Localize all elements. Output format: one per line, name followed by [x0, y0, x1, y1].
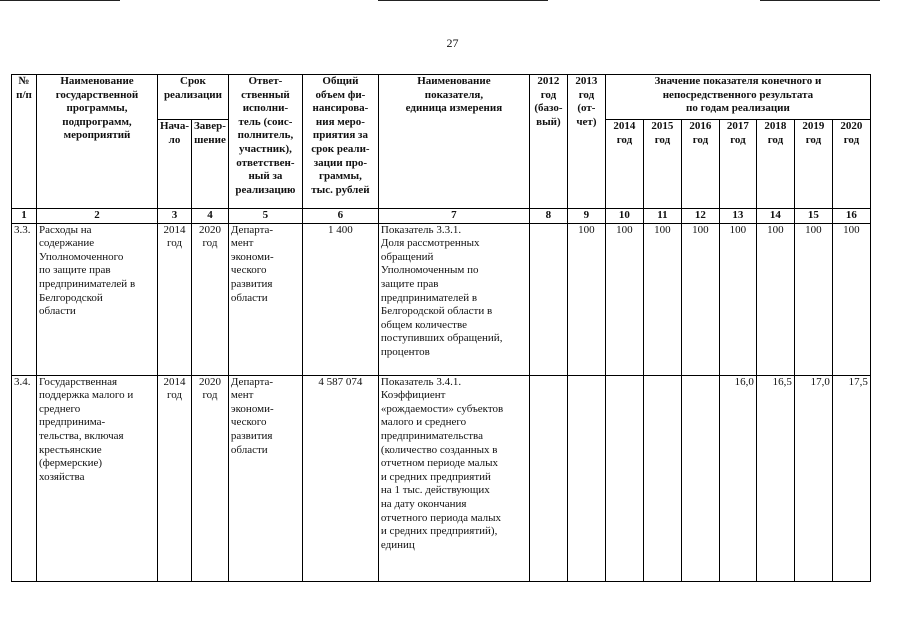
- row-value-2016: [681, 375, 719, 581]
- header-term-end: Завер- шение: [192, 120, 229, 209]
- page-number: 27: [446, 36, 459, 50]
- column-number: 10: [605, 209, 643, 224]
- header-year-2012: 2012 год (базо- вый): [529, 75, 567, 209]
- header-executor: Ответ- ственный исполни- тель (соис- полнитель, участник), ответствен- ный за реализацию: [228, 75, 302, 209]
- column-number: 13: [719, 209, 756, 224]
- row-value-2018: 16,5: [756, 375, 794, 581]
- row-value-2014: [605, 375, 643, 581]
- top-rule-left: [0, 0, 120, 1]
- row-value-2019: 100: [794, 223, 832, 375]
- column-number: 6: [302, 209, 378, 224]
- top-rule-center: [378, 0, 548, 1]
- column-number: 9: [567, 209, 605, 224]
- program-table: [11, 74, 871, 582]
- column-number: 7: [378, 209, 529, 224]
- row-start: 2014 год: [158, 375, 192, 581]
- row-value-2015: 100: [643, 223, 681, 375]
- row-end: 2020 год: [192, 375, 229, 581]
- row-value-2013: [567, 375, 605, 581]
- top-rule-right: [760, 0, 880, 1]
- header-year-2020: 2020 год: [832, 120, 870, 209]
- row-executor: Департа- мент экономи- ческого развития области: [228, 223, 302, 375]
- row-value-2013: 100: [567, 223, 605, 375]
- row-num: 3.3.: [12, 223, 37, 375]
- header-name: Наименование государственной программы, подпрограмм, мероприятий: [37, 75, 158, 209]
- row-value-2015: [643, 375, 681, 581]
- header-year-2016: 2016 год: [681, 120, 719, 209]
- column-number: 3: [158, 209, 192, 224]
- header-year-2014: 2014 год: [605, 120, 643, 209]
- row-indicator: Показатель 3.3.1. Доля рассмотренных обращений Уполномоченным по защите прав предпринимателей в Белгородской области в общем количестве поступивших обращений, процентов: [378, 223, 529, 375]
- header-year-2018: 2018 год: [756, 120, 794, 209]
- row-executor: Департа- мент экономи- ческого развития области: [228, 375, 302, 581]
- header-indicator: Наименование показателя, единица измерения: [378, 75, 529, 209]
- header-term-start: Нача- ло: [158, 120, 192, 209]
- row-value-2012: [529, 223, 567, 375]
- column-number: 1: [12, 209, 37, 224]
- row-indicator: Показатель 3.4.1. Коэффициент «рождаемости» субъектов малого и среднего предпринимательства (количество созданных в отчетном периоде малых и средних предприятий на 1 тыс. действующих на дату окончания отчетного периода малых и средних предприятий), единиц: [378, 375, 529, 581]
- row-volume: 1 400: [302, 223, 378, 375]
- row-end: 2020 год: [192, 223, 229, 375]
- row-value-2018: 100: [756, 223, 794, 375]
- row-value-2012: [529, 375, 567, 581]
- row-value-2019: 17,0: [794, 375, 832, 581]
- column-number: 2: [37, 209, 158, 224]
- table-row: [12, 375, 871, 581]
- header-year-2013: 2013 год (от- чет): [567, 75, 605, 209]
- column-number: 11: [643, 209, 681, 224]
- table-row: [12, 223, 871, 375]
- row-value-2014: 100: [605, 223, 643, 375]
- column-number-row: [12, 209, 871, 224]
- header-year-2017: 2017 год: [719, 120, 756, 209]
- header-term: Срок реализации: [158, 75, 229, 120]
- column-number: 15: [794, 209, 832, 224]
- column-number: 14: [756, 209, 794, 224]
- row-volume: 4 587 074: [302, 375, 378, 581]
- header-year-2019: 2019 год: [794, 120, 832, 209]
- row-start: 2014 год: [158, 223, 192, 375]
- row-num: 3.4.: [12, 375, 37, 581]
- row-value-2016: 100: [681, 223, 719, 375]
- row-name: Государственная поддержка малого и среднего предпринима- тельства, включая крестьянские (фермерские) хозяйства: [37, 375, 158, 581]
- row-value-2017: 100: [719, 223, 756, 375]
- column-number: 16: [832, 209, 870, 224]
- row-name: Расходы на содержание Уполномоченного по защите прав предпринимателей в Белгородской области: [37, 223, 158, 375]
- row-value-2020: 100: [832, 223, 870, 375]
- header-year-2015: 2015 год: [643, 120, 681, 209]
- column-number: 5: [228, 209, 302, 224]
- row-value-2017: 16,0: [719, 375, 756, 581]
- header-values-title: Значение показателя конечного и непосредственного результата по годам реализации: [605, 75, 870, 120]
- header-volume: Общий объем фи- нансирова- ния меро- приятия за срок реали- зации про- граммы, тыс. рублей: [302, 75, 378, 209]
- row-value-2020: 17,5: [832, 375, 870, 581]
- column-number: 12: [681, 209, 719, 224]
- column-number: 8: [529, 209, 567, 224]
- header-num: № п/п: [12, 75, 37, 209]
- column-number: 4: [192, 209, 229, 224]
